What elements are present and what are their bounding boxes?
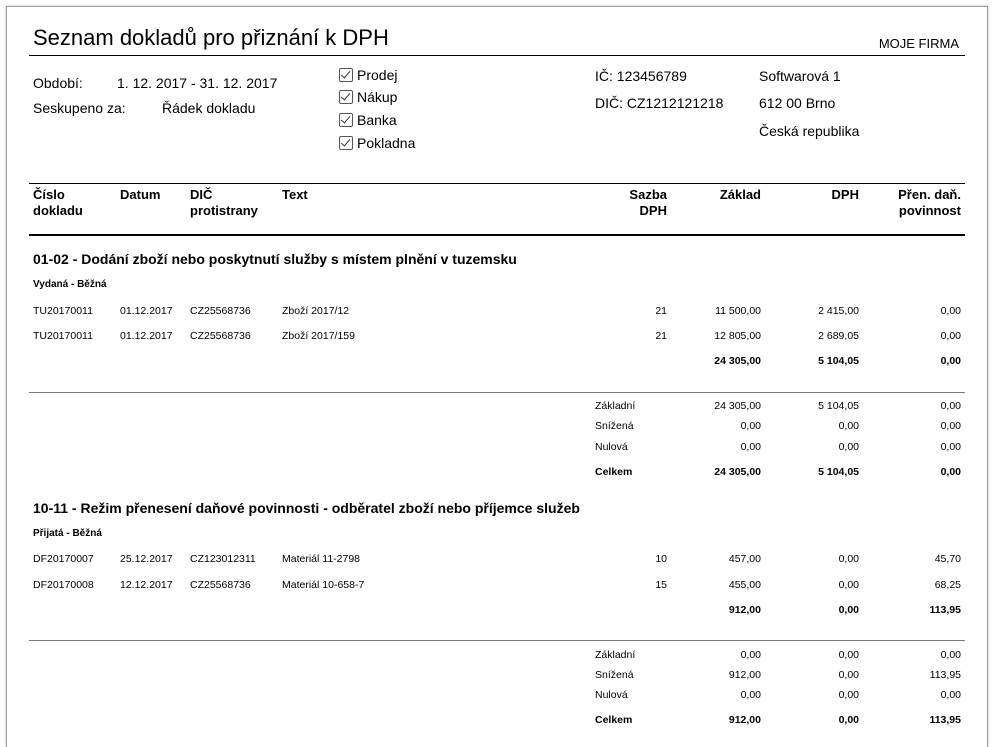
table-cell: 5 104,05 (818, 466, 859, 478)
section-subtitle: Přijatá - Běžná (33, 528, 102, 539)
table-cell: CZ123012311 (190, 553, 256, 565)
table-cell: 5 104,05 (818, 400, 859, 412)
table-cell: Zboží 2017/159 (282, 330, 355, 342)
table-cell: 912,00 (728, 669, 761, 681)
table-cell: 10 (655, 553, 667, 565)
table-cell: 457,00 (728, 553, 761, 565)
table-cell: Základní (595, 400, 636, 412)
table-cell: 0,00 (838, 441, 859, 453)
table-cell: 0,00 (940, 689, 961, 701)
col-header-date: Datum (120, 187, 161, 202)
company-ic: IČ: 123456789 (595, 68, 687, 84)
table-cell: Sazba (629, 187, 667, 202)
section-divider (29, 640, 965, 641)
table-cell: 0,00 (940, 441, 961, 453)
table-cell: Celkem (595, 466, 633, 478)
table-cell: 11 500,00 (715, 305, 761, 317)
table-cell: Materiál 11-2798 (282, 553, 361, 565)
checkbox-nakup[interactable] (339, 89, 397, 105)
table-cell: 45,70 (934, 553, 961, 565)
section-title: 10-11 - Režim přenesení daňové povinnosti - odběratel zboží nebo příjemce služeb (33, 500, 580, 516)
table-cell: 0,00 (940, 355, 961, 367)
table-header-rule (29, 234, 965, 236)
checkbox-label: Pokladna (357, 135, 416, 151)
col-header-vat: DPH (831, 187, 859, 202)
table-cell: 12.12.2017 (120, 579, 173, 591)
table-top-rule (29, 183, 965, 184)
table-cell: 0,00 (940, 400, 961, 412)
table-cell: 0,00 (940, 305, 961, 317)
table-cell: 24 305,00 (714, 466, 761, 478)
table-cell: 15 (655, 579, 667, 591)
table-cell: povinnost (898, 203, 961, 218)
checkbox-pokladna[interactable] (339, 135, 415, 151)
table-cell: 2 689,05 (818, 330, 859, 342)
table-cell: dokladu (33, 203, 83, 218)
period-value: 1. 12. 2017 - 31. 12. 2017 (117, 75, 278, 91)
checkbox-label: Prodej (357, 67, 398, 83)
table-cell: Materiál 10-658-7 (282, 579, 365, 591)
table-cell: 455,00 (728, 579, 761, 591)
table-cell: protistrany (190, 203, 258, 218)
checkbox-checked-icon (339, 90, 353, 104)
table-cell: 912,00 (728, 604, 761, 616)
table-cell: 24 305,00 (714, 400, 761, 412)
table-cell: Snížená (595, 669, 634, 681)
grouped-label: Seskupeno za: (33, 100, 126, 116)
table-cell: 25.12.2017 (120, 553, 173, 565)
table-cell: Základní (595, 649, 636, 661)
report-title: Seznam dokladů pro přiznání k DPH (33, 25, 389, 50)
checkbox-banka[interactable] (339, 112, 397, 128)
table-cell: 0,00 (838, 669, 859, 681)
table-cell: Číslo (33, 187, 65, 202)
table-cell: 0,00 (740, 441, 761, 453)
table-cell: 113,95 (929, 669, 961, 681)
checkbox-prodej[interactable] (339, 67, 397, 83)
table-cell: CZ25568736 (190, 579, 251, 591)
col-header-text: Text (282, 187, 308, 202)
table-cell: 0,00 (838, 649, 859, 661)
section-subtitle: Vydaná - Běžná (33, 279, 107, 290)
table-cell: 24 305,00 (714, 355, 761, 367)
checkbox-label: Banka (357, 112, 397, 128)
checkbox-checked-icon (339, 68, 353, 82)
table-cell: 0,00 (838, 420, 859, 432)
table-cell: 0,00 (838, 553, 859, 565)
table-cell: 0,00 (838, 579, 859, 591)
table-cell: Nulová (595, 689, 628, 701)
col-header-reverse (867, 187, 961, 219)
section-title: 01-02 - Dodání zboží nebo poskytnutí služby s místem plnění v tuzemsku (33, 251, 517, 267)
table-cell: TU20170011 (33, 305, 93, 317)
table-cell: DIČ (190, 187, 213, 202)
table-cell: CZ25568736 (190, 330, 251, 342)
table-cell: 0,00 (740, 649, 761, 661)
table-cell: 0,00 (940, 420, 961, 432)
col-header-dic (190, 187, 258, 219)
table-cell: 0,00 (838, 604, 859, 616)
report-page (6, 6, 988, 747)
address-country: Česká republika (759, 123, 860, 139)
table-cell: Nulová (595, 441, 628, 453)
table-cell: CZ25568736 (190, 305, 251, 317)
checkbox-label: Nákup (357, 89, 398, 105)
table-cell: 68,25 (934, 579, 961, 591)
table-cell: Zboží 2017/12 (282, 305, 350, 317)
table-cell: 0,00 (838, 714, 859, 726)
col-header-base: Základ (719, 187, 761, 202)
table-cell: 2 415,00 (818, 305, 859, 317)
col-header-doc (33, 187, 83, 219)
table-cell: 0,00 (940, 649, 961, 661)
checkbox-checked-icon (339, 136, 353, 150)
col-header-rate (607, 187, 667, 219)
table-cell: 0,00 (940, 330, 961, 342)
table-cell: 21 (655, 305, 667, 317)
table-cell: 113,95 (929, 714, 961, 726)
checkbox-checked-icon (339, 113, 353, 127)
table-cell: DF20170008 (33, 579, 94, 591)
table-cell: TU20170011 (33, 330, 93, 342)
table-cell: 12 805,00 (714, 330, 761, 342)
period-label: Období: (33, 75, 83, 91)
table-cell: 0,00 (838, 689, 859, 701)
table-cell: Celkem (595, 714, 633, 726)
table-cell: 5 104,05 (818, 355, 859, 367)
table-cell: 0,00 (740, 689, 761, 701)
table-cell: 21 (655, 330, 667, 342)
address-city: 612 00 Brno (759, 95, 836, 111)
table-cell: 0,00 (940, 466, 961, 478)
table-cell: 113,95 (929, 604, 961, 616)
table-cell: DF20170007 (33, 553, 94, 565)
company-dic: DIČ: CZ1212121218 (595, 95, 724, 111)
company-name: MOJE FIRMA (878, 36, 959, 51)
header-divider (29, 55, 965, 56)
table-cell: Snížená (595, 420, 634, 432)
table-cell: Přen. daň. (898, 187, 961, 202)
section-divider (29, 392, 965, 393)
table-cell: 912,00 (728, 714, 761, 726)
table-cell: 0,00 (740, 420, 761, 432)
grouped-value: Řádek dokladu (162, 100, 256, 116)
address-street: Softwarová 1 (759, 68, 841, 84)
table-cell: 01.12.2017 (120, 330, 173, 342)
table-cell: DPH (639, 203, 667, 218)
table-cell: 01.12.2017 (120, 305, 173, 317)
